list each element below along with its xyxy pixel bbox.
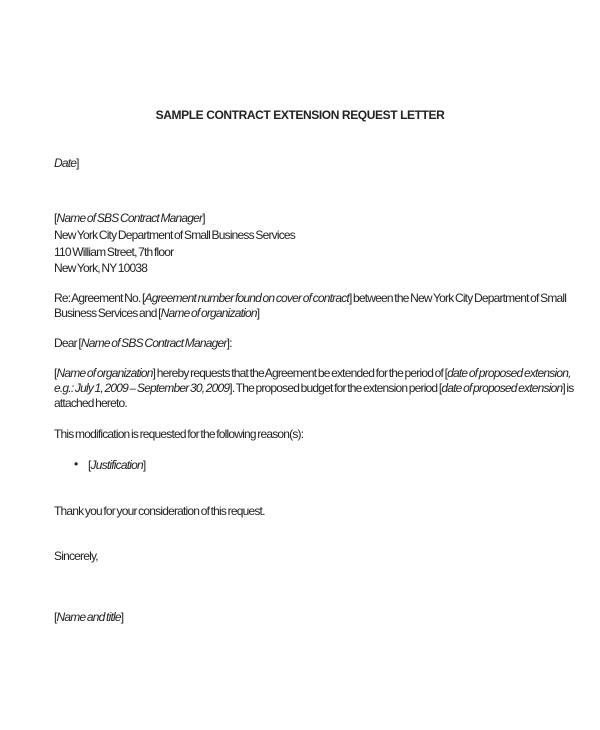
body-text: ]. The proposed budget for the extension period [: [229, 381, 442, 395]
organization-placeholder: Name of organization: [160, 306, 257, 320]
bracket: [: [88, 458, 91, 472]
body-text: ] is: [562, 381, 574, 395]
closing: Sincerely,: [54, 549, 98, 563]
bracket: ]: [202, 211, 205, 225]
bullet-icon: •: [74, 457, 79, 471]
signature-placeholder: Name and title: [56, 610, 121, 624]
salutation: [54, 336, 232, 350]
justification-placeholder: Justification: [90, 458, 143, 472]
re-line2: Business Services and [: [54, 306, 161, 320]
body-text: attached hereto.: [54, 396, 127, 410]
extension-placeholder: date of proposed extension: [441, 381, 563, 395]
recipient-street: 110 William Street, 7th floor: [54, 245, 174, 259]
bracket: [: [54, 366, 57, 380]
bracket: [: [54, 610, 57, 624]
agreement-placeholder: Agreement number found on cover of contract: [144, 291, 349, 305]
salutation-suffix: ]:: [226, 336, 232, 350]
list-item: [88, 458, 145, 472]
recipient-org: New York City Department of Small Business Services: [54, 228, 295, 242]
salutation-prefix: Dear [: [54, 336, 81, 350]
extension-placeholder: date of proposed extension,: [447, 366, 571, 380]
date-line: [54, 156, 79, 170]
recipient-name: [54, 211, 205, 225]
bracket: ]: [76, 156, 79, 170]
reasons-intro: This modification is requested for the following reason(s):: [54, 427, 304, 441]
re-prefix: Re: Agreement No. [: [54, 291, 145, 305]
letter-title: SAMPLE CONTRACT EXTENSION REQUEST LETTER: [155, 108, 445, 122]
signature: [54, 610, 123, 624]
bracket: [: [54, 211, 57, 225]
example-dates: e.g.: July 1, 2009 – September 30, 2009: [54, 381, 230, 395]
bracket: ]: [120, 610, 124, 624]
recipient-city: New York, NY 10038: [54, 261, 148, 275]
thanks-line: Thank you for your consideration of this request.: [54, 504, 265, 518]
recipient-name-placeholder: Name of SBS Contract Manager: [56, 211, 203, 225]
bracket: ]: [256, 306, 260, 320]
re-middle: ] between the New York City Department of Small: [348, 291, 567, 305]
salutation-name: Name of SBS Contract Manager: [80, 336, 227, 350]
organization-placeholder: Name of organization: [56, 366, 153, 380]
date-placeholder: Date: [54, 156, 77, 170]
bracket: ]: [142, 458, 146, 472]
body-text: ] hereby requests that the Agreement be extended for the period of [: [152, 366, 448, 380]
